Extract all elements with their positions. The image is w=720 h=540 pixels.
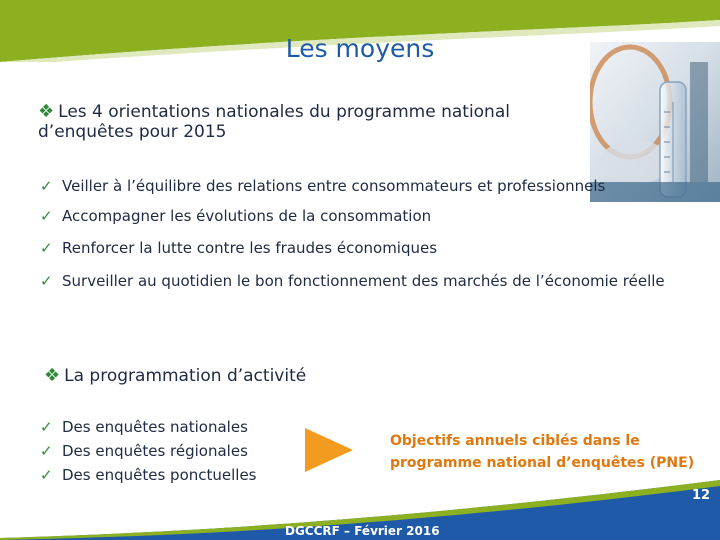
- arrow-right-icon: [305, 428, 353, 472]
- diamond-bullet-icon: ❖: [38, 101, 55, 122]
- section-orientations-heading: ❖ Les 4 orientations nationales du programme national: [38, 101, 510, 122]
- enquete-item: ✓ Des enquêtes régionales: [40, 442, 248, 460]
- objectives-text: Objectifs annuels ciblés dans le programme national d’enquêtes (PNE): [390, 433, 695, 471]
- section-orientations-heading-line2: d’enquêtes pour 2015: [38, 122, 227, 142]
- checkmark-icon: ✓: [40, 239, 53, 257]
- enquete-item: ✓ Des enquêtes nationales: [40, 418, 248, 436]
- page-number: 12: [692, 488, 711, 503]
- orientation-item: ✓ Surveiller au quotidien le bon fonctionnement des marchés de l’économie réelle: [40, 272, 665, 290]
- checkmark-icon: ✓: [40, 272, 53, 290]
- checkmark-icon: ✓: [40, 207, 53, 225]
- checkmark-icon: ✓: [40, 442, 53, 460]
- checkmark-icon: ✓: [40, 466, 53, 484]
- slide-title: Les moyens: [285, 34, 435, 63]
- checkmark-icon: ✓: [40, 177, 53, 195]
- checkmark-icon: ✓: [40, 418, 53, 436]
- orientation-item: ✓ Renforcer la lutte contre les fraudes économiques: [40, 239, 438, 257]
- lab-glassware-image: [590, 42, 720, 202]
- footer-text: DGCCRF – Février 2016: [285, 524, 440, 538]
- enquete-item: ✓ Des enquêtes ponctuelles: [40, 466, 257, 484]
- orientation-item: ✓ Veiller à l’équilibre des relations entre consommateurs et professionnels: [40, 177, 606, 195]
- section-programmation-heading: ❖ La programmation d’activité: [44, 365, 307, 386]
- diamond-bullet-icon: ❖: [44, 365, 61, 386]
- orientation-item: ✓ Accompagner les évolutions de la consommation: [40, 207, 432, 225]
